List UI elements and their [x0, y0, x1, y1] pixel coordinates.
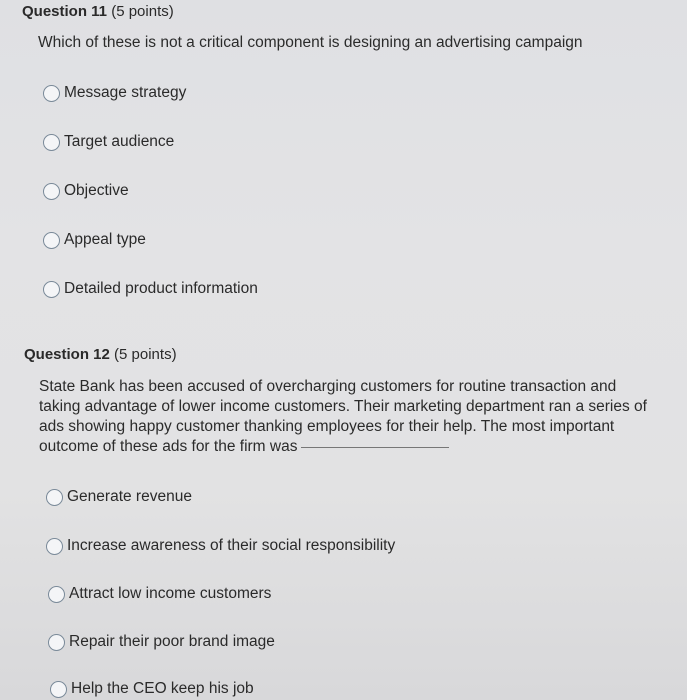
radio-button[interactable]: [48, 586, 65, 603]
option-generate-revenue[interactable]: [46, 488, 192, 506]
radio-button[interactable]: [48, 634, 65, 651]
option-increase-awareness[interactable]: [46, 537, 395, 555]
radio-button[interactable]: [43, 232, 60, 249]
option-label: Attract low income customers: [69, 585, 272, 602]
option-help-ceo-keep-job[interactable]: [50, 680, 254, 698]
option-attract-low-income-customers[interactable]: [48, 585, 271, 603]
question-number: Question 11: [22, 3, 108, 20]
option-repair-brand-image[interactable]: [48, 633, 275, 651]
question-number: Question 12: [24, 346, 110, 363]
option-target-audience[interactable]: [43, 133, 174, 151]
option-label: Objective: [64, 182, 129, 199]
option-detailed-product-information[interactable]: [43, 280, 258, 298]
question-prompt: Which of these is not a critical component is designing an advertising campaign: [38, 34, 583, 51]
option-label: Increase awareness of their social responsibility: [67, 537, 396, 554]
option-label: Generate revenue: [67, 488, 192, 505]
question-points: (5 points): [114, 346, 177, 363]
option-objective[interactable]: [43, 182, 129, 200]
answer-blank: [301, 447, 449, 448]
radio-button[interactable]: [43, 183, 60, 200]
option-label: Target audience: [64, 133, 175, 150]
radio-button[interactable]: [50, 681, 67, 698]
question-prompt-text: State Bank has been accused of overcharging customers for routine transaction and taking advantage of lower income customers. Their marketing department ran a series of ads showing happy customer thanking employees for their help. The most important outcome of these ads for the firm was: [39, 378, 647, 455]
option-message-strategy[interactable]: [43, 84, 186, 102]
option-label: Repair their poor brand image: [69, 633, 275, 650]
question-heading: [24, 346, 177, 363]
question-points: (5 points): [111, 3, 174, 20]
option-label: Message strategy: [64, 84, 187, 101]
option-label: Help the CEO keep his job: [71, 680, 254, 697]
radio-button[interactable]: [46, 489, 63, 506]
radio-button[interactable]: [43, 281, 60, 298]
radio-button[interactable]: [43, 85, 60, 102]
radio-button[interactable]: [43, 134, 60, 151]
question-prompt: [39, 377, 659, 457]
option-label: Appeal type: [64, 231, 146, 248]
question-heading: [22, 3, 174, 20]
radio-button[interactable]: [46, 538, 63, 555]
option-appeal-type[interactable]: [43, 231, 146, 249]
option-label: Detailed product information: [64, 280, 258, 297]
